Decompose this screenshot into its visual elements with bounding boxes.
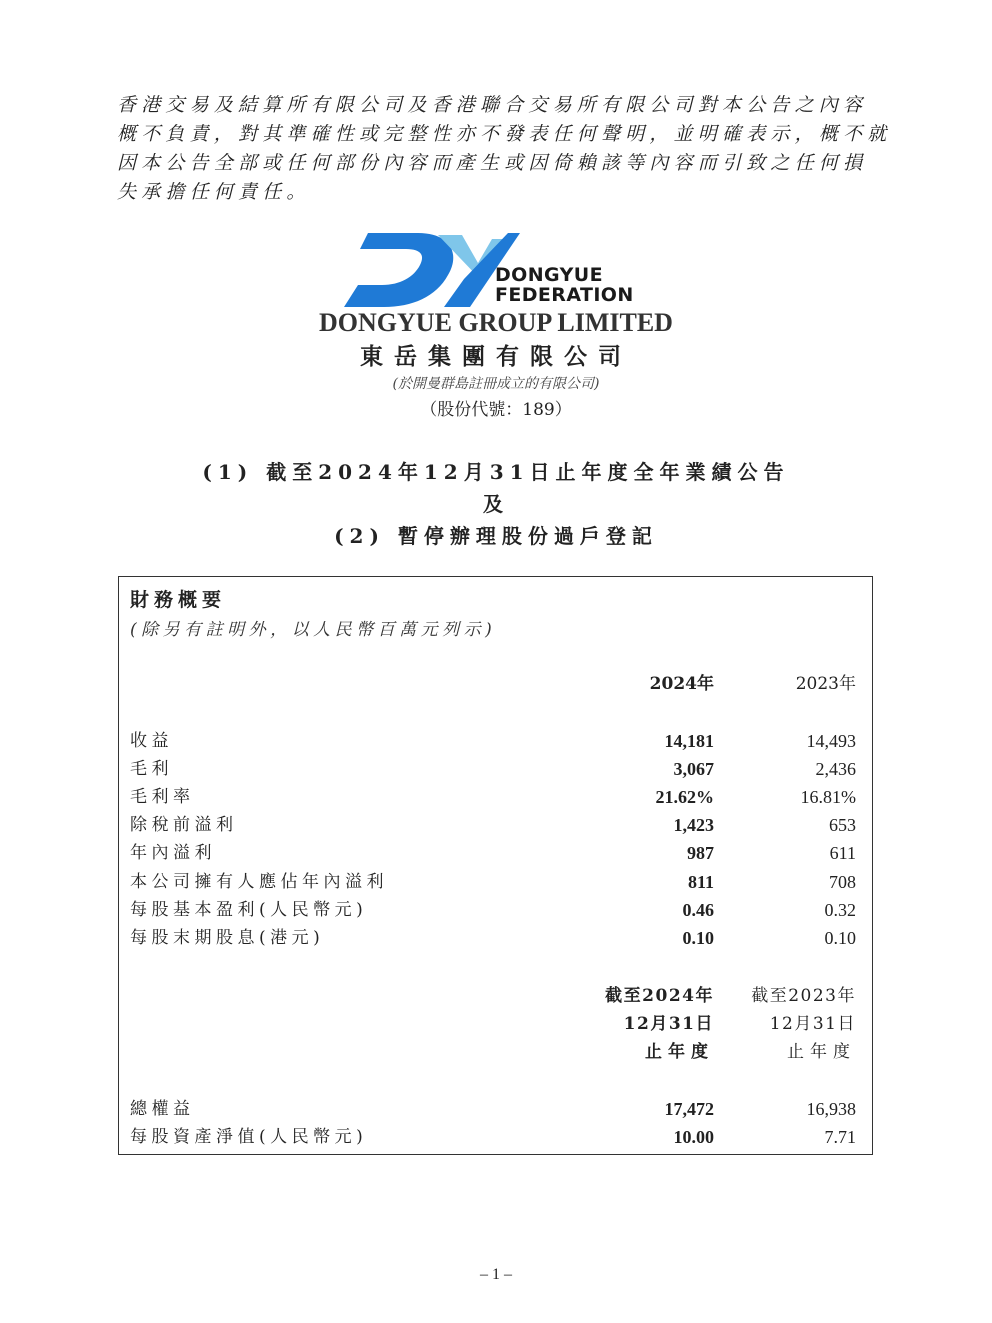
- column-header-2023: 2023年: [795, 674, 856, 694]
- company-name-en: DONGYUE GROUP LIMITED: [319, 308, 673, 337]
- table-row: [0, 1123, 992, 1151]
- table-row: [0, 755, 992, 783]
- stock-code: （股份代號：189）: [420, 400, 572, 420]
- column-header-2024-line-2: 12月31日: [623, 1014, 714, 1034]
- row-label: 每股基本盈利(人民幣元): [130, 900, 368, 920]
- value-2024: 3,067: [673, 759, 714, 779]
- page-number: – 1 –: [480, 1266, 512, 1283]
- column-header-2023-line-1: 截至2023年: [751, 986, 856, 1006]
- disclaimer-line: 因本公告全部或任何部份內容而產生或因倚賴該等內容而引致之任何損: [117, 152, 868, 174]
- summary-subtitle: (除另有註明外，以人民幣百萬元列示): [130, 620, 497, 640]
- value-2023: 14,493: [806, 731, 856, 751]
- value-2023: 0.10: [824, 928, 856, 948]
- disclaimer: [117, 91, 892, 207]
- table-row: [0, 1095, 992, 1123]
- table-row: [0, 924, 992, 952]
- value-2023: 611: [829, 843, 856, 863]
- column-header-2024-line-3: 止年度: [645, 1042, 714, 1062]
- disclaimer-line: 失承擔任何責任。: [117, 181, 311, 203]
- row-label: 毛利率: [130, 787, 195, 807]
- value-2023: 2,436: [815, 759, 856, 779]
- row-label: 每股資產淨值(人民幣元): [130, 1127, 368, 1147]
- column-header-2024-line-1: 截至2024年: [605, 986, 714, 1006]
- company-name-zh: 東岳集團有限公司: [360, 344, 632, 370]
- row-label: 總權益: [130, 1099, 195, 1119]
- table-row: [0, 896, 992, 924]
- disclaimer-line: 概不負責，對其準確性或完整性亦不發表任何聲明，並明確表示，概不就: [117, 123, 892, 145]
- column-header-2023-line-2: 12月31日: [769, 1014, 856, 1034]
- row-label: 毛利: [130, 759, 173, 779]
- value-2024: 0.46: [682, 900, 714, 920]
- logo-line-2: FEDERATION: [495, 284, 634, 306]
- dy-logo-mark-icon: [340, 227, 520, 311]
- summary-title: 財務概要: [130, 589, 227, 611]
- announcement-title-and: 及: [483, 492, 509, 516]
- row-label: 除稅前溢利: [130, 815, 238, 835]
- value-2024: 10.00: [673, 1127, 714, 1147]
- row-label: 本公司擁有人應佔年內溢利: [130, 872, 388, 892]
- row-label: 收益: [130, 731, 173, 751]
- value-2023: 708: [829, 872, 856, 892]
- company-logo: [340, 227, 660, 311]
- value-2024: 1,423: [673, 815, 714, 835]
- announcement-title-1: (1) 截至2024年12月31日止年度全年業績公告: [202, 460, 790, 484]
- value-2023: 16.81%: [800, 787, 856, 807]
- incorporation-note: (於開曼群島註冊成立的有限公司): [392, 376, 600, 392]
- value-2024: 0.10: [682, 928, 714, 948]
- logo-line-1: DONGYUE: [495, 264, 603, 286]
- column-header-2024: 2024年: [649, 674, 714, 694]
- value-2023: 0.32: [824, 900, 856, 920]
- row-label: 年內溢利: [130, 843, 216, 863]
- disclaimer-line: 香港交易及結算所有限公司及香港聯合交易所有限公司對本公告之內容: [117, 94, 868, 116]
- table-row: [0, 727, 992, 755]
- table-row: [0, 839, 992, 867]
- column-header-2023-line-3: 止年度: [787, 1042, 856, 1062]
- table-row: [0, 783, 992, 811]
- logo-wordmark: [495, 265, 634, 305]
- value-2024: 14,181: [664, 731, 714, 751]
- value-2023: 7.71: [824, 1127, 856, 1147]
- value-2024: 17,472: [664, 1099, 714, 1119]
- table-row: [0, 868, 992, 896]
- value-2024: 811: [687, 872, 714, 892]
- table-row: [0, 811, 992, 839]
- value-2024: 987: [687, 843, 714, 863]
- announcement-title-2: (2) 暫停辦理股份過戶登記: [334, 524, 658, 548]
- value-2023: 653: [829, 815, 856, 835]
- value-2024: 21.62%: [655, 787, 714, 807]
- row-label: 每股末期股息(港元): [130, 928, 325, 948]
- value-2023: 16,938: [806, 1099, 856, 1119]
